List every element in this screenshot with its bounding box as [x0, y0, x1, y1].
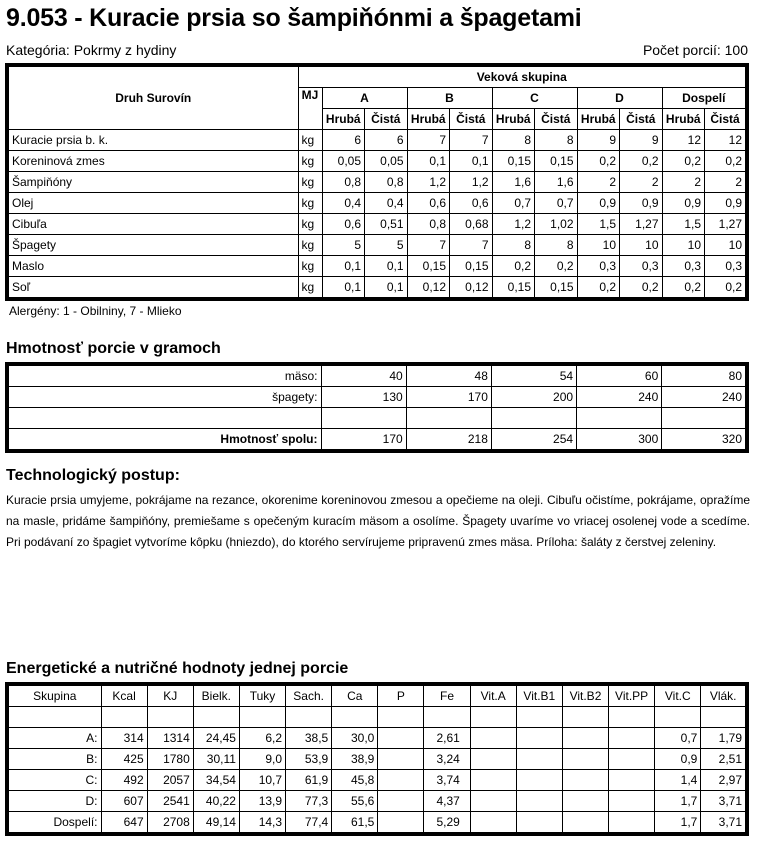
- group-header: Dospelí: [662, 88, 747, 109]
- ingredient-amount: 2: [620, 172, 663, 193]
- ingredient-amount: 0,12: [450, 277, 493, 300]
- ingredient-amount: 0,3: [620, 256, 663, 277]
- age-group-header: Veková skupina: [298, 65, 747, 88]
- weight-value: 60: [577, 364, 662, 387]
- recipe-category: Kategória: Pokrmy z hydiny: [6, 42, 177, 58]
- ingredient-amount: 0,3: [705, 256, 748, 277]
- ingredient-amount: 0,3: [662, 256, 705, 277]
- nutrition-value: 13,9: [239, 791, 285, 812]
- nutrition-value: 34,54: [193, 770, 239, 791]
- nutrition-value: 3,71: [701, 791, 747, 812]
- ingredient-amount: 1,27: [705, 214, 748, 235]
- nutrition-value: 5,29: [424, 812, 470, 835]
- ingredient-amount: 1,02: [535, 214, 578, 235]
- weight-value: 40: [321, 364, 406, 387]
- ingredient-amount: 0,2: [662, 151, 705, 172]
- nutrition-value: 2,61: [424, 728, 470, 749]
- portion-weight-table: [5, 362, 749, 453]
- ingredient-amount: 0,9: [577, 193, 620, 214]
- ingredient-amount: 2: [705, 172, 748, 193]
- nutrition-value: [470, 812, 516, 835]
- ingredient-amount: 0,3: [577, 256, 620, 277]
- weight-value: [406, 408, 491, 429]
- nutrition-value: [655, 707, 701, 728]
- nutrition-value: 2541: [147, 791, 193, 812]
- ingredient-amount: 10: [705, 235, 748, 256]
- ingredient-amount: 0,8: [407, 214, 450, 235]
- weight-value: [321, 408, 406, 429]
- nutrition-value: 3,71: [701, 812, 747, 835]
- nutrition-value: 1,7: [655, 791, 701, 812]
- nutrition-column-header: Ca: [332, 684, 378, 707]
- nutrition-value: [378, 770, 424, 791]
- gross-header: Hrubá: [492, 109, 535, 130]
- ingredient-amount: 0,8: [322, 172, 365, 193]
- ingredient-name: Špagety: [7, 235, 298, 256]
- weight-value: 80: [662, 364, 747, 387]
- ingredient-name: Olej: [7, 193, 298, 214]
- net-header: Čistá: [620, 109, 663, 130]
- nutrition-value: 3,74: [424, 770, 470, 791]
- nutrition-column-header: KJ: [147, 684, 193, 707]
- ingredient-row: [7, 130, 747, 151]
- ingredient-amount: 1,2: [407, 172, 450, 193]
- ingredient-amount: 0,6: [450, 193, 493, 214]
- gross-header: Hrubá: [577, 109, 620, 130]
- nutrition-column-header: Sach.: [286, 684, 332, 707]
- nutrition-value: 607: [101, 791, 147, 812]
- ingredient-amount: 5: [365, 235, 408, 256]
- weight-value: [577, 408, 662, 429]
- nutrition-value: [562, 728, 608, 749]
- ingredient-amount: 12: [705, 130, 748, 151]
- ingredient-amount: 0,2: [620, 277, 663, 300]
- ingredient-row: [7, 151, 747, 172]
- nutrition-value: [562, 812, 608, 835]
- nutrition-value: 4,37: [424, 791, 470, 812]
- weight-row: [7, 387, 747, 408]
- nutrition-value: [609, 812, 655, 835]
- ingredient-amount: 0,4: [322, 193, 365, 214]
- weight-value: 218: [406, 429, 491, 452]
- nutrition-value: 2708: [147, 812, 193, 835]
- ingredient-amount: 0,2: [577, 277, 620, 300]
- nutrition-column-header: Fe: [424, 684, 470, 707]
- ingredient-name-header: Druh Surovín: [7, 65, 298, 130]
- nutrition-value: 0,7: [655, 728, 701, 749]
- nutrition-value: 38,5: [286, 728, 332, 749]
- nutrition-value: [516, 749, 562, 770]
- ingredient-amount: 0,68: [450, 214, 493, 235]
- nutrition-column-header: Vit.B1: [516, 684, 562, 707]
- nutrition-value: 77,3: [286, 791, 332, 812]
- nutrition-value: 9,0: [239, 749, 285, 770]
- portion-count: Počet porcií: 100: [642, 42, 748, 58]
- nutrition-value: 61,5: [332, 812, 378, 835]
- ingredient-name: Koreninová zmes: [7, 151, 298, 172]
- technology-title: Technologický postup:: [6, 467, 180, 484]
- weight-row: [7, 408, 747, 429]
- nutrition-value: [609, 770, 655, 791]
- nutrition-value: 45,8: [332, 770, 378, 791]
- ingredient-amount: 6: [322, 130, 365, 151]
- ingredient-name: Šampiňóny: [7, 172, 298, 193]
- nutrition-value: 30,11: [193, 749, 239, 770]
- nutrition-value: [378, 791, 424, 812]
- nutrition-value: 647: [101, 812, 147, 835]
- nutrition-value: [609, 791, 655, 812]
- ingredient-amount: 0,1: [322, 256, 365, 277]
- nutrition-value: 1314: [147, 728, 193, 749]
- nutrition-value: 24,45: [193, 728, 239, 749]
- ingredient-amount: 0,2: [492, 256, 535, 277]
- ingredient-amount: 8: [535, 130, 578, 151]
- ingredient-amount: 12: [662, 130, 705, 151]
- weight-value: [491, 408, 576, 429]
- ingredient-amount: 0,7: [535, 193, 578, 214]
- weight-row: [7, 429, 747, 452]
- gross-header: Hrubá: [407, 109, 450, 130]
- ingredient-amount: 0,51: [365, 214, 408, 235]
- ingredient-amount: 0,1: [450, 151, 493, 172]
- nutrition-title: Energetické a nutričné hodnoty jednej porcie: [6, 660, 349, 677]
- weight-value: 170: [406, 387, 491, 408]
- nutrition-value: 2057: [147, 770, 193, 791]
- ingredient-row: [7, 193, 747, 214]
- ingredient-amount: 8: [535, 235, 578, 256]
- nutrition-row: [7, 728, 747, 749]
- nutrition-column-header: Vlák.: [701, 684, 747, 707]
- weight-row: [7, 364, 747, 387]
- ingredient-amount: 8: [492, 130, 535, 151]
- ingredient-unit: kg: [298, 151, 322, 172]
- weight-value: 240: [577, 387, 662, 408]
- ingredient-unit: kg: [298, 277, 322, 300]
- nutrition-value: 2,97: [701, 770, 747, 791]
- ingredient-row: [7, 256, 747, 277]
- weight-value: 48: [406, 364, 491, 387]
- gross-header: Hrubá: [662, 109, 705, 130]
- technology-text: Kuracie prsia umyjeme, pokrájame na rezance, okorenime koreninovou zmesou a opečieme na oleji. Cibuľu očistíme, pokrájame, opražíme na masle, pridáme šampiňóny, premiešame s opečeným kuracím mäsom a osolíme. Špagety uvaríme vo vriacej osolenej vode a scedíme. Pri podávaní zo špagiet vytvoríme kôpku (hniezdo), do ktorého servírujeme pripravenú zmes mäsa. Príloha: šaláty z čerstvej zeleniny.: [6, 493, 750, 549]
- ingredient-amount: 0,2: [705, 151, 748, 172]
- weight-value: 320: [662, 429, 747, 452]
- group-header: B: [407, 88, 492, 109]
- ingredient-row: [7, 214, 747, 235]
- weight-value: 254: [491, 429, 576, 452]
- nutrition-value: [470, 791, 516, 812]
- ingredient-amount: 2: [577, 172, 620, 193]
- nutrition-value: 6,2: [239, 728, 285, 749]
- weight-value: 240: [662, 387, 747, 408]
- nutrition-value: [516, 770, 562, 791]
- group-header: D: [577, 88, 662, 109]
- nutrition-value: 14,3: [239, 812, 285, 835]
- ingredient-amount: 0,2: [577, 151, 620, 172]
- ingredient-amount: 0,15: [535, 277, 578, 300]
- ingredient-amount: 0,2: [535, 256, 578, 277]
- ingredient-amount: 0,2: [662, 277, 705, 300]
- nutrition-value: [562, 770, 608, 791]
- net-header: Čistá: [705, 109, 748, 130]
- nutrition-value: 0,9: [655, 749, 701, 770]
- ingredient-amount: 0,15: [492, 151, 535, 172]
- nutrition-column-header: Vit.PP: [609, 684, 655, 707]
- nutrition-value: [378, 749, 424, 770]
- nutrition-column-header: Vit.A: [470, 684, 516, 707]
- ingredient-name: Soľ: [7, 277, 298, 300]
- nutrition-value: [516, 707, 562, 728]
- ingredient-unit: kg: [298, 193, 322, 214]
- nutrition-value: [7, 707, 101, 728]
- ingredient-amount: 0,15: [492, 277, 535, 300]
- ingredient-amount: 1,2: [492, 214, 535, 235]
- nutrition-value: [378, 728, 424, 749]
- nutrition-value: 1,4: [655, 770, 701, 791]
- ingredient-amount: 0,2: [620, 151, 663, 172]
- ingredient-amount: 2: [662, 172, 705, 193]
- nutrition-value: 61,9: [286, 770, 332, 791]
- nutrition-value: A:: [7, 728, 101, 749]
- nutrition-row: [7, 791, 747, 812]
- nutrition-value: [239, 707, 285, 728]
- ingredient-amount: 0,4: [365, 193, 408, 214]
- ingredient-amount: 10: [620, 235, 663, 256]
- ingredient-unit: kg: [298, 214, 322, 235]
- nutrition-value: 492: [101, 770, 147, 791]
- nutrition-value: [424, 707, 470, 728]
- weight-value: [662, 408, 747, 429]
- ingredient-amount: 7: [407, 130, 450, 151]
- ingredient-amount: 7: [450, 130, 493, 151]
- nutrition-value: [286, 707, 332, 728]
- weight-value: 170: [321, 429, 406, 452]
- net-header: Čistá: [450, 109, 493, 130]
- weight-value: 130: [321, 387, 406, 408]
- nutrition-value: 49,14: [193, 812, 239, 835]
- recipe-title: 9.053 - Kuracie prsia so šampiňónmi a špagetami: [6, 4, 582, 32]
- nutrition-value: 314: [101, 728, 147, 749]
- ingredient-unit: kg: [298, 172, 322, 193]
- nutrition-value: 2,51: [701, 749, 747, 770]
- group-header: C: [492, 88, 577, 109]
- nutrition-value: [609, 707, 655, 728]
- nutrition-value: [193, 707, 239, 728]
- ingredient-amount: 1,27: [620, 214, 663, 235]
- ingredient-unit: kg: [298, 235, 322, 256]
- nutrition-column-header: Vit.C: [655, 684, 701, 707]
- ingredient-amount: 0,7: [492, 193, 535, 214]
- nutrition-value: [470, 728, 516, 749]
- ingredient-amount: 1,5: [577, 214, 620, 235]
- ingredient-name: Maslo: [7, 256, 298, 277]
- ingredient-amount: 0,6: [322, 214, 365, 235]
- nutrition-value: 38,9: [332, 749, 378, 770]
- nutrition-value: [562, 749, 608, 770]
- nutrition-column-header: Kcal: [101, 684, 147, 707]
- nutrition-value: [516, 728, 562, 749]
- nutrition-column-header: Bielk.: [193, 684, 239, 707]
- ingredient-amount: 0,05: [365, 151, 408, 172]
- nutrition-value: D:: [7, 791, 101, 812]
- ingredient-amount: 1,6: [535, 172, 578, 193]
- ingredient-name: Cibuľa: [7, 214, 298, 235]
- ingredient-amount: 0,1: [365, 256, 408, 277]
- nutrition-value: [562, 791, 608, 812]
- ingredient-amount: 9: [620, 130, 663, 151]
- nutrition-value: [609, 728, 655, 749]
- nutrition-value: [378, 812, 424, 835]
- nutrition-value: [516, 791, 562, 812]
- ingredient-amount: 0,8: [365, 172, 408, 193]
- weight-label: Hmotnosť spolu:: [7, 429, 321, 452]
- ingredient-amount: 0,2: [705, 277, 748, 300]
- weight-label: [7, 408, 321, 429]
- nutrition-row: [7, 749, 747, 770]
- ingredient-amount: 0,9: [620, 193, 663, 214]
- allergens-note: Alergény: 1 - Obilniny, 7 - Mlieko: [9, 304, 182, 318]
- gross-header: Hrubá: [322, 109, 365, 130]
- nutrition-value: [378, 707, 424, 728]
- nutrition-value: 1,7: [655, 812, 701, 835]
- nutrition-row: [7, 770, 747, 791]
- ingredient-amount: 1,5: [662, 214, 705, 235]
- ingredient-amount: 6: [365, 130, 408, 151]
- ingredient-row: [7, 235, 747, 256]
- ingredients-body: [7, 130, 747, 300]
- ingredient-amount: 0,9: [705, 193, 748, 214]
- ingredient-unit: kg: [298, 256, 322, 277]
- group-header: A: [322, 88, 407, 109]
- weight-value: 200: [491, 387, 576, 408]
- nutrition-value: [562, 707, 608, 728]
- ingredient-amount: 0,1: [407, 151, 450, 172]
- ingredient-row: [7, 172, 747, 193]
- nutrition-row: [7, 812, 747, 835]
- nutrition-value: [332, 707, 378, 728]
- nutrition-value: [147, 707, 193, 728]
- nutrition-value: [609, 749, 655, 770]
- nutrition-value: C:: [7, 770, 101, 791]
- nutrition-value: 3,24: [424, 749, 470, 770]
- nutrition-value: 77,4: [286, 812, 332, 835]
- nutrition-value: 55,6: [332, 791, 378, 812]
- nutrition-value: 1,79: [701, 728, 747, 749]
- ingredient-amount: 0,15: [535, 151, 578, 172]
- ingredient-amount: 7: [450, 235, 493, 256]
- nutrition-column-header: Tuky: [239, 684, 285, 707]
- nutrition-value: [701, 707, 747, 728]
- nutrition-value: 425: [101, 749, 147, 770]
- weight-value: 300: [577, 429, 662, 452]
- nutrition-value: [470, 749, 516, 770]
- ingredient-row: [7, 277, 747, 300]
- ingredient-amount: 0,15: [407, 256, 450, 277]
- nutrition-value: [101, 707, 147, 728]
- ingredient-amount: 8: [492, 235, 535, 256]
- nutrition-table: [5, 682, 749, 836]
- unit-header: MJ: [298, 88, 322, 130]
- portion-weight-title: Hmotnosť porcie v gramoch: [6, 340, 221, 357]
- weight-value: 54: [491, 364, 576, 387]
- ingredient-amount: 5: [322, 235, 365, 256]
- nutrition-column-header: Vit.B2: [562, 684, 608, 707]
- nutrition-value: [470, 707, 516, 728]
- ingredient-amount: 0,9: [662, 193, 705, 214]
- nutrition-value: [516, 812, 562, 835]
- nutrition-value: 40,22: [193, 791, 239, 812]
- nutrition-row: [7, 707, 747, 728]
- ingredient-amount: 1,6: [492, 172, 535, 193]
- ingredient-amount: 0,15: [450, 256, 493, 277]
- nutrition-value: Dospelí:: [7, 812, 101, 835]
- nutrition-value: 10,7: [239, 770, 285, 791]
- ingredients-table: [5, 63, 749, 301]
- ingredient-amount: 1,2: [450, 172, 493, 193]
- nutrition-value: B:: [7, 749, 101, 770]
- nutrition-value: 30,0: [332, 728, 378, 749]
- ingredient-amount: 0,6: [407, 193, 450, 214]
- ingredient-amount: 10: [662, 235, 705, 256]
- ingredient-amount: 0,12: [407, 277, 450, 300]
- ingredient-unit: kg: [298, 130, 322, 151]
- nutrition-column-header: P: [378, 684, 424, 707]
- nutrition-column-header: Skupina: [7, 684, 101, 707]
- net-header: Čistá: [535, 109, 578, 130]
- ingredient-amount: 7: [407, 235, 450, 256]
- ingredient-amount: 9: [577, 130, 620, 151]
- nutrition-value: 1780: [147, 749, 193, 770]
- ingredient-name: Kuracie prsia b. k.: [7, 130, 298, 151]
- ingredient-amount: 0,05: [322, 151, 365, 172]
- net-header: Čistá: [365, 109, 408, 130]
- ingredient-amount: 10: [577, 235, 620, 256]
- ingredient-amount: 0,1: [322, 277, 365, 300]
- weight-label: špagety:: [7, 387, 321, 408]
- nutrition-header-row: [7, 684, 747, 707]
- nutrition-value: [470, 770, 516, 791]
- ingredient-amount: 0,1: [365, 277, 408, 300]
- nutrition-value: 53,9: [286, 749, 332, 770]
- weight-label: mäso:: [7, 364, 321, 387]
